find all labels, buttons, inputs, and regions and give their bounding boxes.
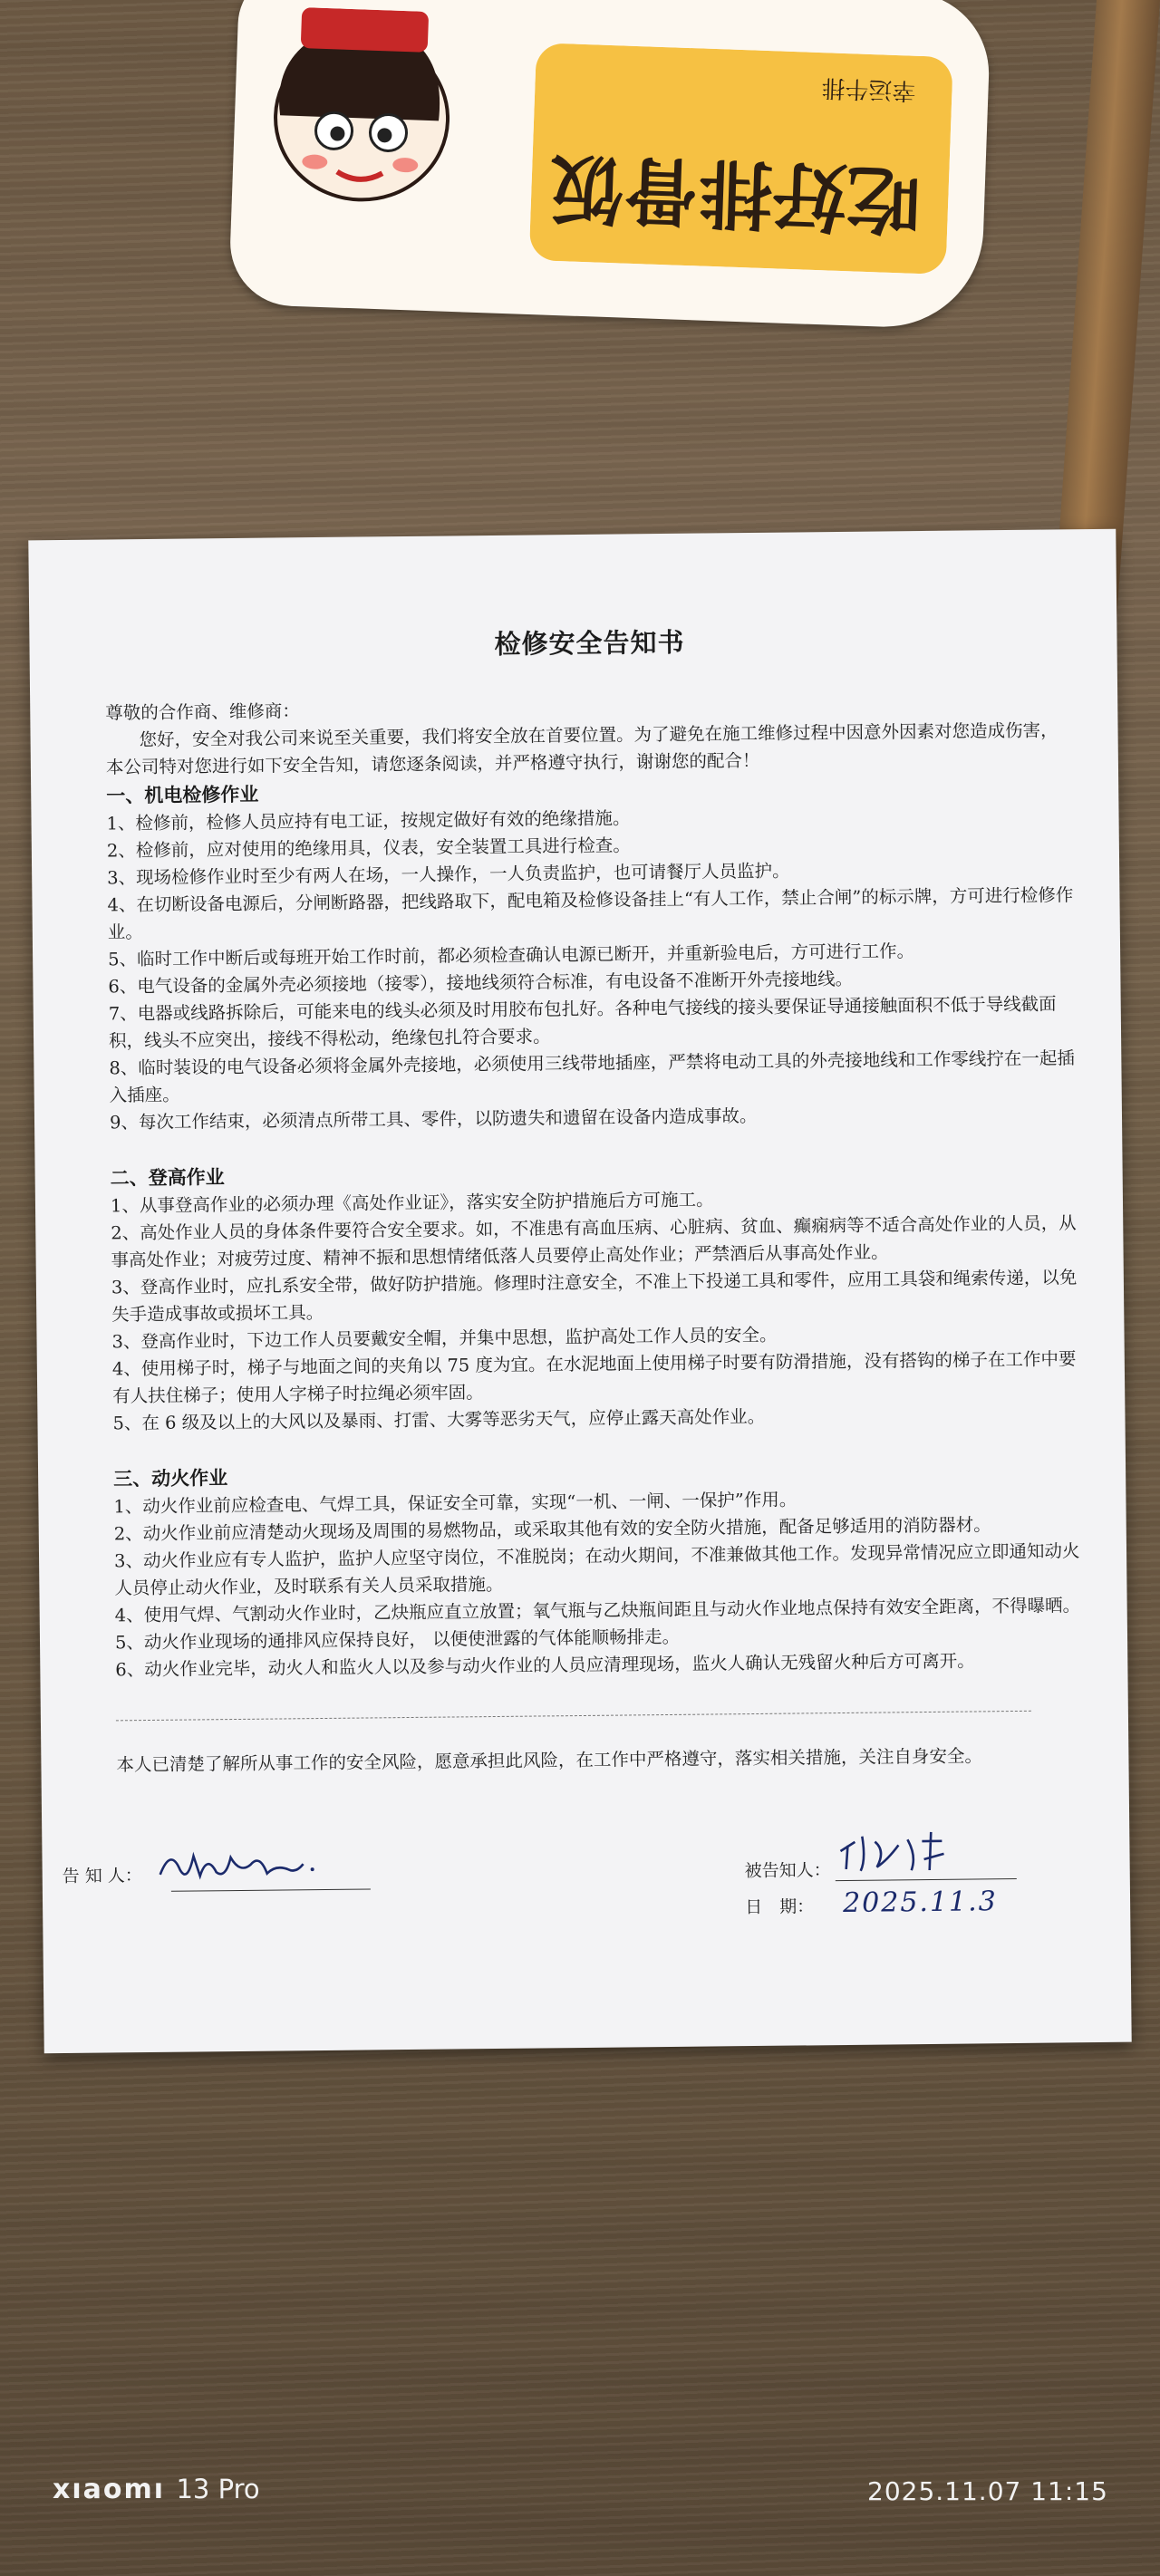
photo-timestamp: 2025.11.07 11:15 xyxy=(867,2476,1108,2506)
section-item: 2、动火作业前应清楚动火现场及周围的易燃物品，或采取其他有效的安全防火措施，配备足够适用的消防器材。 xyxy=(113,1514,991,1545)
section-item: 3、登高作业时，应扎系安全带，做好防护措施。修理时注意安全，不准上下投递工具和零件，应用工具袋和绳索传递，以免失手造成事故或损坏工具。 xyxy=(111,1267,1078,1326)
section-item: 3、登高作业时，下边工作人员要戴安全帽，并集中思想，监护高处工作人员的安全。 xyxy=(111,1324,778,1353)
section-item: 8、临时装设的电气设备必须将金属外壳接地，必须使用三线带地插座，严禁将电动工具的外壳接地线和工作零线拧在一起插入插座。 xyxy=(109,1047,1075,1106)
section-item: 6、电气设备的金属外壳必须接地（接零），接地线须符合标准，有电设备不准断开外壳接地线。 xyxy=(108,968,854,998)
section-item: 6、动火作业完毕，动火人和监火人以及参与动火作业的人员应清理现场，监火人确认无残留火种后方可离开。 xyxy=(115,1650,975,1681)
sticker-slogan-text: 吃好排骨饭 xyxy=(547,142,923,243)
intro-paragraph: 您好，安全对我公司来说至关重要，我们将安全放在首要位置。为了避免在施工维修过程中因意外因素对您造成伤害，本公司特对您进行如下安全告知，请您逐条阅读，并严格遵守执行，谢谢您的配合！ xyxy=(105,719,1058,778)
section-item: 4、在切断设备电源后，分闸断路器，把线路取下，配电箱及检修设备挂上“有人工作，禁止合闸”的标示牌，方可进行检修作业。 xyxy=(107,884,1074,943)
notice-document xyxy=(28,529,1131,2053)
camera-brand: xıaomı xyxy=(53,2474,166,2505)
handwritten-date: 2025.11.3 xyxy=(842,1886,998,1919)
section-heading-height-work: 二、登高作业 xyxy=(110,1165,225,1190)
section-item: 5、临时工作中断后或每班开始工作时前，都必须检查确认电源已断开，并重新验电后，方可进行工作。 xyxy=(108,941,915,970)
section-item: 5、动火作业现场的通排风应保持良好， 以便使泄露的气体能顺畅排走。 xyxy=(114,1626,681,1654)
section-item: 4、使用梯子时，梯子与地面之间的夹角以 75 度为宜。在水泥地面上使用梯子时要有防滑措施，没有搭钩的梯子在工作中要有人扶住梯子；使用人字梯子时拉绳必须牢固。 xyxy=(111,1348,1077,1407)
notified-handwritten-signature xyxy=(835,1822,999,1882)
section-item: 2、高处作业人员的身体条件要符合安全要求。如，不准患有高血压病、心脏病、贫血、癫痫病等不适合高处作业的人员，从事高处作业；对疲劳过度、精神不振和思想情绪低落人员要停止高处作业；严禁酒后从事高处作业。 xyxy=(111,1212,1077,1271)
notified-signature-block xyxy=(744,1826,1034,1919)
section-heading-hot-work: 三、动火作业 xyxy=(113,1466,228,1491)
section-item: 1、检修前，检修人员应持有电工证，按规定做好有效的绝缘措施。 xyxy=(106,807,631,835)
acknowledgement-statement: 本人已清楚了解所从事工作的安全风险，愿意承担此风险，在工作中严格遵守，落实相关措施，关注自身安全。 xyxy=(116,1745,983,1776)
document-title: 检修安全告知书 xyxy=(494,626,685,660)
date-label: 日 期： xyxy=(745,1896,815,1918)
sticker-brand-text: 幸运牛排 xyxy=(821,73,917,104)
notified-label: 被告知人： xyxy=(744,1860,831,1882)
section-heading-electrical: 一、机电检修作业 xyxy=(106,782,259,807)
section-item: 3、现场检修作业时至少有两人在场，一人操作，一人负责监护，也可请餐厅人员监护。 xyxy=(107,860,790,889)
mascot-illustration xyxy=(258,6,456,221)
sticker-slogan-art xyxy=(529,43,953,275)
section-item: 2、检修前，应对使用的绝缘用具，仪表，安全装置工具进行检查。 xyxy=(106,835,631,862)
notifier-label: 告 知 人： xyxy=(62,1866,142,1887)
salutation: 尊敬的合作商、维修商： xyxy=(105,700,300,724)
section-item: 7、电器或线路拆除后，可能来电的线头必须及时用胶布包扎好。各种电气接线的接头要保证导通接触面积不低于导线截面积，线头不应突出，接线不得松动，绝缘包扎符合要求。 xyxy=(108,993,1057,1052)
section-item: 9、每次工作结束，必须清点所带工具、零件，以防遗失和遗留在设备内造成事故。 xyxy=(109,1105,758,1134)
notifier-handwritten-signature xyxy=(152,1837,362,1893)
notifier-signature-block xyxy=(63,1860,334,1887)
camera-brand-watermark xyxy=(53,2474,260,2505)
restaurant-sticker xyxy=(228,0,991,330)
divider-dashed xyxy=(116,1711,1031,1722)
camera-model: 13 Pro xyxy=(176,2474,260,2504)
section-item: 5、在 6 级及以上的大风以及暴雨、打雷、大雾等恶劣天气，应停止露天高处作业。 xyxy=(112,1405,766,1434)
section-item: 1、从事登高作业的必须办理《高处作业证》，落实安全防护措施后方可施工。 xyxy=(110,1189,714,1217)
section-item: 4、使用气焊、气割动火作业时，乙炔瓶应直立放置；氧气瓶与乙炔瓶间距且与动火作业地点保持有效安全距离，不得曝晒。 xyxy=(114,1595,1081,1626)
section-item: 1、动火作业前应检查电、气焊工具，保证安全可靠，实现“一机、一闸、一保护”作用。 xyxy=(113,1489,798,1518)
section-item: 3、动火作业应有专人监护，监护人应坚守岗位，不准脱岗；在动火期间，不准兼做其他工作。发现异常情况应立即通知动火人员停止动火作业，及时联系有关人员采取措施。 xyxy=(113,1540,1080,1599)
